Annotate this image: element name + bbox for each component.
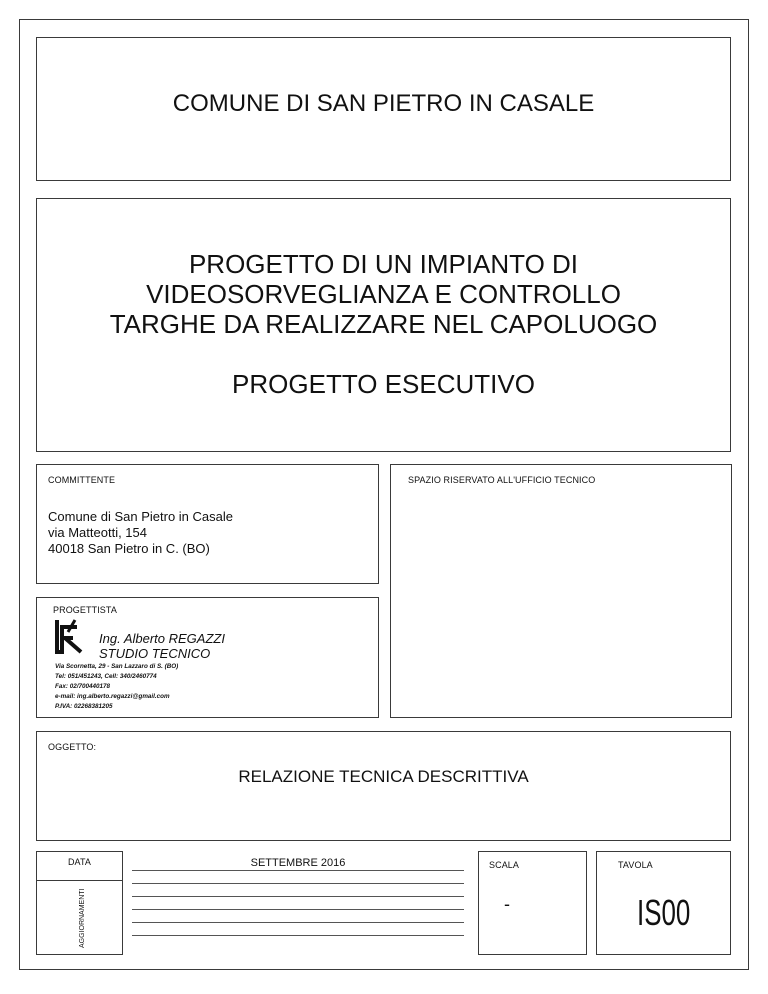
date-box xyxy=(36,851,123,955)
subject-title: RELAZIONE TECNICA DESCRITTIVA xyxy=(238,767,529,786)
designer-phone: Tel: 051/451243, Cell: 340/2460774 xyxy=(55,673,157,680)
updates-label: AGGIORNAMENTI xyxy=(79,888,86,948)
project-box xyxy=(36,198,731,452)
revision-line xyxy=(132,883,464,884)
client-box xyxy=(36,464,379,584)
date-label: DATA xyxy=(67,857,92,867)
municipality-box xyxy=(36,37,731,181)
client-address: via Matteotti, 154 xyxy=(48,525,147,540)
subject-label: OGGETTO: xyxy=(48,742,97,752)
municipality-title: COMUNE DI SAN PIETRO IN CASALE xyxy=(172,90,595,117)
revision-line xyxy=(132,935,464,936)
sheet-value: IS00 xyxy=(637,892,691,933)
project-title-line2: VIDEOSORVEGLIANZA E CONTROLLO xyxy=(146,279,621,309)
date-value: SETTEMBRE 2016 xyxy=(250,857,346,869)
client-label: COMMITTENTE xyxy=(48,475,116,485)
office-label: SPAZIO RISERVATO ALL'UFFICIO TECNICO xyxy=(408,475,596,485)
studio-logo-icon xyxy=(53,618,87,656)
sheet-label: TAVOLA xyxy=(618,860,653,870)
scale-box xyxy=(478,851,587,955)
designer-vat: P.IVA: 02268381205 xyxy=(55,703,113,710)
designer-address: Via Scornetta, 29 - San Lazzaro di S. (BO) xyxy=(55,663,179,670)
office-box xyxy=(390,464,732,718)
studio-name: STUDIO TECNICO xyxy=(99,646,211,661)
designer-name: Ing. Alberto REGAZZI xyxy=(99,631,225,646)
designer-email: e-mail: ing.alberto.regazzi@gmail.com xyxy=(55,693,170,700)
revision-line xyxy=(132,909,464,910)
revision-line xyxy=(132,922,464,923)
scale-label: SCALA xyxy=(489,860,520,870)
scale-value: - xyxy=(504,894,510,914)
designer-box xyxy=(36,597,379,718)
revision-line xyxy=(132,896,464,897)
subject-box xyxy=(36,731,731,841)
client-name: Comune di San Pietro in Casale xyxy=(48,509,233,524)
client-city: 40018 San Pietro in C. (BO) xyxy=(48,541,210,556)
date-box-divider xyxy=(37,880,122,881)
project-title-line3: TARGHE DA REALIZZARE NEL CAPOLUOGO xyxy=(109,309,658,339)
project-phase: PROGETTO ESECUTIVO xyxy=(232,369,535,399)
designer-fax: Fax: 02/700440178 xyxy=(55,683,110,690)
designer-label: PROGETTISTA xyxy=(53,605,117,615)
sheet-box xyxy=(596,851,731,955)
project-title-line1: PROGETTO DI UN IMPIANTO DI xyxy=(188,249,579,279)
revision-line xyxy=(132,870,464,871)
